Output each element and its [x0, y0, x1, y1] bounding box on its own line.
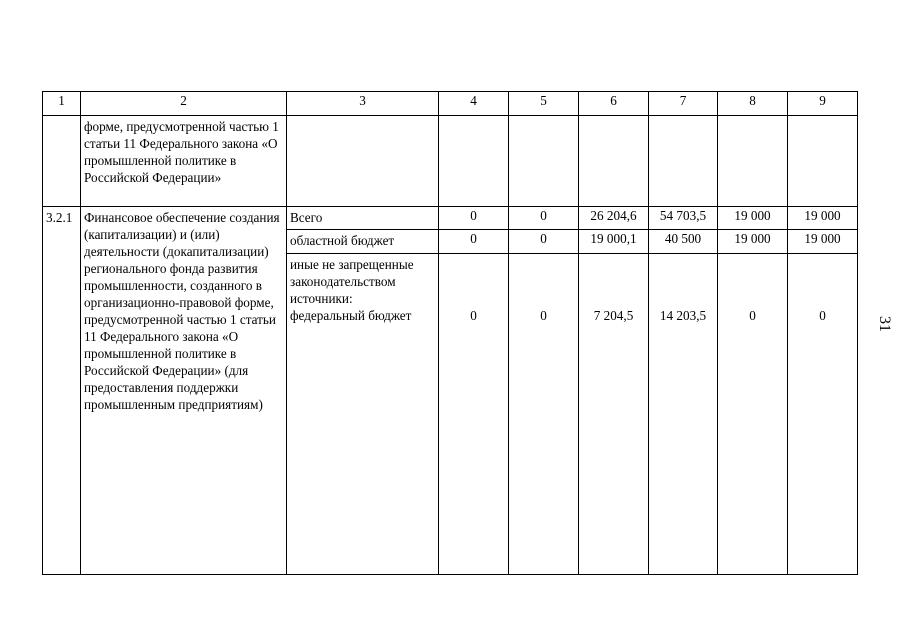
source-label-other-line: иные не запрещенные законодательством источники: [290, 257, 414, 306]
col-header-2: 2 [81, 92, 287, 116]
value-cell: 0 [439, 207, 509, 230]
value-cell: 0 [509, 230, 579, 254]
col-header-3: 3 [287, 92, 439, 116]
source-label-other [287, 254, 439, 575]
value-cell: 26 204,6 [579, 207, 649, 230]
value-cell: 0 [509, 207, 579, 230]
header-row [43, 92, 858, 116]
value-cell: 0 [788, 254, 858, 575]
source-label-regional: областной бюджет [287, 230, 439, 254]
col-header-5: 5 [509, 92, 579, 116]
continuation-description: форме, предусмотренной частью 1 статьи 11 Федерального закона «О промышленной политике в Российской Федерации» [81, 116, 287, 207]
page-number: 31 [876, 316, 893, 332]
col-header-7: 7 [649, 92, 718, 116]
table-row-total [43, 207, 858, 230]
value-cell: 40 500 [649, 230, 718, 254]
value-cell: 54 703,5 [649, 207, 718, 230]
value-cell: 7 204,5 [579, 254, 649, 575]
continuation-row [43, 116, 858, 207]
col-header-1: 1 [43, 92, 81, 116]
source-label-federal: федеральный бюджет [290, 308, 412, 323]
col-header-6: 6 [579, 92, 649, 116]
value-cell: 0 [439, 254, 509, 575]
value-cell: 0 [718, 254, 788, 575]
col-header-4: 4 [439, 92, 509, 116]
value-cell: 19 000 [788, 230, 858, 254]
value-cell: 19 000,1 [579, 230, 649, 254]
value-cell: 0 [509, 254, 579, 575]
value-cell: 19 000 [788, 207, 858, 230]
item-code: 3.2.1 [43, 207, 81, 575]
value-cell: 14 203,5 [649, 254, 718, 575]
budget-table [42, 91, 858, 575]
value-cell: 19 000 [718, 207, 788, 230]
item-description: Финансовое обеспечение создания (капитализации) и (или) деятельности (докапитализации) регионального фонда развития промышленности, созданного в организационно-правовой форме, предусмотренной частью 1 статьи 11 Федерального закона «О промышленной политике в Российской Федерации» (для предоставления поддержки промышленным предприятиям) [81, 207, 287, 575]
col-header-9: 9 [788, 92, 858, 116]
col-header-8: 8 [718, 92, 788, 116]
value-cell: 0 [439, 230, 509, 254]
value-cell: 19 000 [718, 230, 788, 254]
source-label-total: Всего [287, 207, 439, 230]
